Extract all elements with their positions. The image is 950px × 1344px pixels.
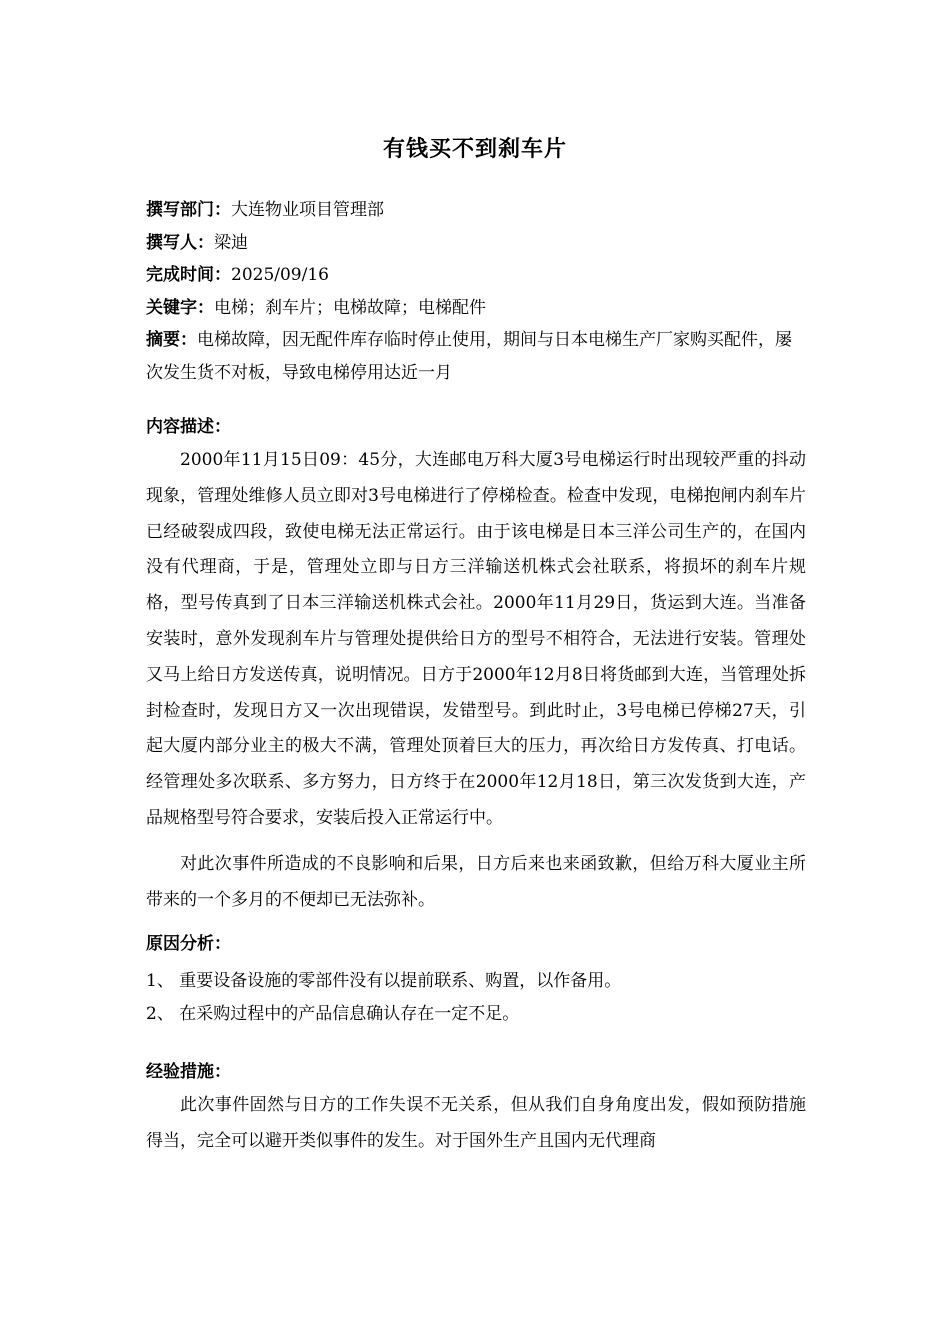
measures-heading: 经验措施：: [146, 1062, 231, 1083]
abstract: [146, 324, 806, 389]
content-paragraph: 对此次事件所造成的不良影响和后果，日方后来也来函致歉，但给万科大厦业主所带来的一个多月的不便却已无法弥补。: [146, 853, 806, 910]
department-row: [146, 194, 806, 227]
keywords-value: 电梯；刹车片；电梯故障；电梯配件: [214, 297, 486, 318]
abstract-label: 摘要：: [146, 330, 197, 350]
content-paragraph: 2000年11月15日09：45分，大连邮电万科大厦3号电梯运行时出现较严重的抖动现象，管理处维修人员立即对3号电梯进行了停梯检查。检查中发现，电梯抱闸内刹车片已经破裂成四段，致使电梯无法正常运行。由于该电梯是日本三洋公司生产的，在国内没有代理商，于是，管理处立即与日方三洋输送机株式会社联系，将损坏的刹车片规格，型号传真到了日本三洋输送机株式会社。2000年11月29日，货运到大连。当准备安装时，意外发现刹车片与管理处提供给日方的型号不相符合，无法进行安装。管理处又马上给日方发送传真，说明情况。日方于2000年12月8日将货邮到大连，当管理处拆封检查时，发现日方又一次出现错误，发错型号。到此时止，3号电梯已停梯27天，引起大厦内部分业主的极大不满，管理处顶着巨大的压力，再次给日方发传真、打电话。经管理处多次联系、多方努力，日方终于在2000年12月18日，第三次发货到大连，产品规格型号符合要求，安装后投入正常运行中。: [146, 450, 806, 828]
author-row: [146, 227, 806, 260]
abstract-text: 电梯故障，因无配件库存临时停止使用，期间与日本电梯生产厂家购买配件，屡次发生货不对板，导致电梯停用达近一月: [146, 330, 792, 383]
cause-item: 1、 重要设备设施的零部件没有以提前联系、购置，以作备用。: [146, 971, 622, 992]
date-row: [146, 259, 806, 292]
date-label: 完成时间：: [146, 265, 231, 285]
keywords-label: 关键字：: [146, 297, 214, 318]
date-value: 2025/09/16: [231, 265, 329, 285]
author-label: 撰写人：: [146, 232, 214, 253]
content-heading: 内容描述：: [146, 417, 231, 437]
document-title: 有钱买不到刹车片: [382, 137, 567, 162]
author-value: 梁迪: [214, 232, 248, 253]
cause-item: 2、 在采购过程中的产品信息确认存在一定不足。: [146, 1004, 520, 1025]
department-value: 大连物业项目管理部: [231, 200, 384, 220]
measures-paragraph: 此次事件固然与日方的工作失误不无关系，但从我们自身角度出发，假如预防措施得当，完全可以避开类似事件的发生。对于国外生产且国内无代理商: [146, 1095, 806, 1152]
department-label: 撰写部门：: [146, 200, 231, 220]
keywords-row: [146, 292, 806, 325]
document-body: [146, 194, 806, 1160]
cause-heading: 原因分析：: [146, 934, 231, 955]
